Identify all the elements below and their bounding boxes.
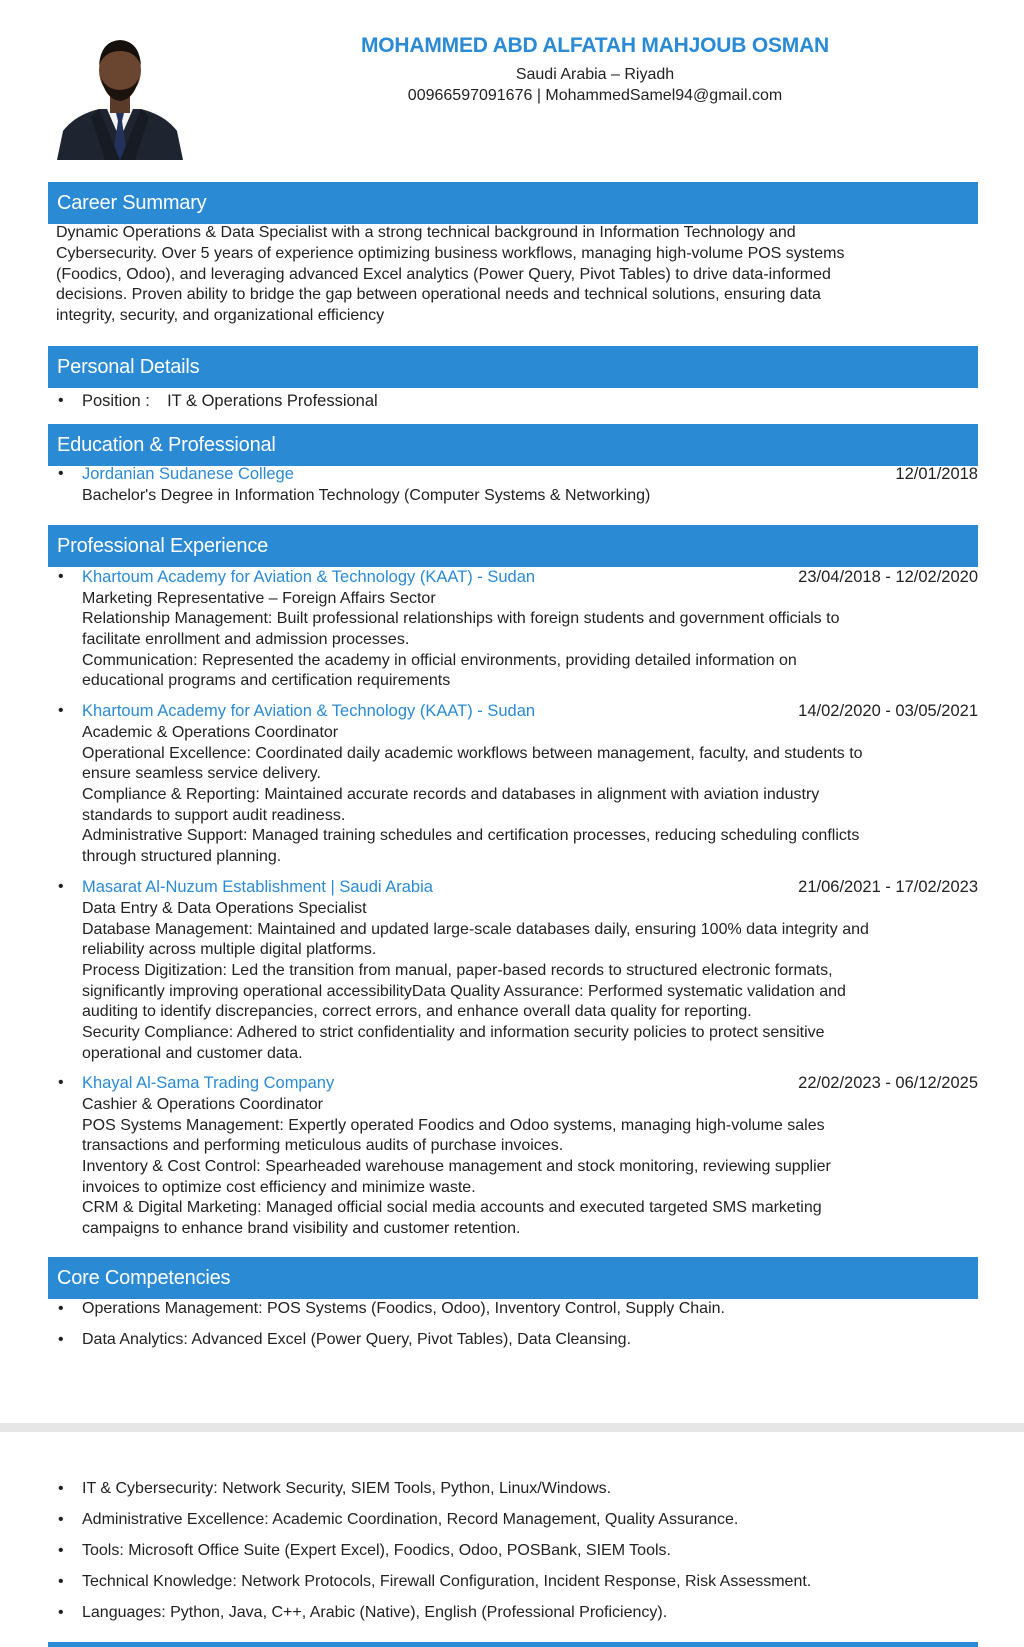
section-header-personal-details: Personal Details bbox=[48, 346, 978, 388]
job-detail-line: Process Digitization: Led the transition from manual, paper-based records to structured electronic formats, bbox=[82, 962, 833, 979]
bullet-icon: • bbox=[58, 1542, 64, 1559]
competency-item: Administrative Excellence: Academic Coordination, Record Management, Quality Assurance. bbox=[82, 1511, 739, 1528]
job-dates: 23/04/2018 - 12/02/2020 bbox=[798, 568, 978, 586]
job-detail-line: Compliance & Reporting: Maintained accurate records and databases in alignment with aviation industry bbox=[82, 786, 820, 803]
competency-item: Operations Management: POS Systems (Foodics, Odoo), Inventory Control, Supply Chain. bbox=[82, 1300, 725, 1317]
employer-name: Masarat Al-Nuzum Establishment | Saudi Arabia bbox=[82, 878, 433, 896]
profile-photo bbox=[55, 27, 185, 160]
job-detail-line: campaigns to enhance brand visibility and customer retention. bbox=[82, 1220, 521, 1237]
job-detail-line: CRM & Digital Marketing: Managed official social media accounts and executed targeted SMS marketing bbox=[82, 1199, 822, 1216]
bullet-icon: • bbox=[58, 1300, 64, 1317]
bullet-icon: • bbox=[58, 465, 64, 482]
position-value: IT & Operations Professional bbox=[167, 392, 378, 410]
competency-item: IT & Cybersecurity: Network Security, SIEM Tools, Python, Linux/Windows. bbox=[82, 1480, 612, 1497]
bullet-icon: • bbox=[58, 1573, 64, 1590]
bullet-icon: • bbox=[58, 392, 64, 409]
bullet-icon: • bbox=[58, 568, 64, 585]
job-detail-line: through structured planning. bbox=[82, 848, 282, 865]
bottom-accent-bar bbox=[48, 1642, 978, 1647]
summary-line: integrity, security, and organizational efficiency bbox=[56, 307, 385, 325]
education-entry bbox=[82, 465, 978, 484]
bullet-icon: • bbox=[58, 1511, 64, 1528]
job-header bbox=[82, 1074, 978, 1093]
bullet-icon: • bbox=[58, 1604, 64, 1621]
bullet-icon: • bbox=[58, 1480, 64, 1497]
job-detail-line: Security Compliance: Adhered to strict confidentiality and information security policies to protect sensitive bbox=[82, 1024, 825, 1041]
education-date: 12/01/2018 bbox=[895, 465, 978, 483]
section-header-career-summary: Career Summary bbox=[48, 182, 978, 224]
job-title: Cashier & Operations Coordinator bbox=[82, 1096, 324, 1113]
job-detail-line: ensure seamless service delivery. bbox=[82, 765, 321, 782]
competency-item: Languages: Python, Java, C++, Arabic (Native), English (Professional Proficiency). bbox=[82, 1604, 668, 1621]
job-detail-line: operational and customer data. bbox=[82, 1045, 303, 1062]
bullet-icon: • bbox=[58, 702, 64, 719]
job-detail-line: reliability across multiple digital platforms. bbox=[82, 941, 377, 958]
bullet-icon: • bbox=[58, 878, 64, 895]
job-detail-line: Inventory & Cost Control: Spearheaded warehouse management and stock monitoring, reviewing supplier bbox=[82, 1158, 831, 1175]
job-detail-line: Operational Excellence: Coordinated daily academic workflows between management, faculty, and students to bbox=[82, 745, 863, 762]
section-header-competencies: Core Competencies bbox=[48, 1257, 978, 1299]
employer-name: Khartoum Academy for Aviation & Technology (KAAT) - Sudan bbox=[82, 568, 536, 586]
school-name: Jordanian Sudanese College bbox=[82, 465, 294, 483]
job-dates: 22/02/2023 - 06/12/2025 bbox=[798, 1074, 978, 1092]
job-header bbox=[82, 568, 978, 587]
location: Saudi Arabia – Riyadh bbox=[515, 66, 675, 83]
job-detail-line: POS Systems Management: Expertly operated Foodics and Odoo systems, managing high-volume sales bbox=[82, 1117, 825, 1134]
job-detail-line: transactions and performing meticulous audits of purchase invoices. bbox=[82, 1137, 564, 1154]
job-detail-line: standards to support audit readiness. bbox=[82, 807, 346, 824]
job-detail-line: invoices to optimize cost efficiency and minimize waste. bbox=[82, 1179, 476, 1196]
summary-line: Dynamic Operations & Data Specialist with a strong technical background in Information Technology and bbox=[56, 224, 796, 241]
job-title: Marketing Representative – Foreign Affairs Sector bbox=[82, 590, 436, 607]
page-break-divider bbox=[0, 1423, 1024, 1432]
candidate-name: MOHAMMED ABD ALFATAH MAHJOUB OSMAN bbox=[361, 34, 829, 57]
competency-item: Data Analytics: Advanced Excel (Power Query, Pivot Tables), Data Cleansing. bbox=[82, 1331, 632, 1348]
position-label: Position : bbox=[82, 392, 150, 410]
competency-item: Technical Knowledge: Network Protocols, Firewall Configuration, Incident Response, Risk Assessment. bbox=[82, 1573, 812, 1590]
job-header bbox=[82, 702, 978, 721]
job-dates: 21/06/2021 - 17/02/2023 bbox=[798, 878, 978, 896]
section-header-experience: Professional Experience bbox=[48, 525, 978, 567]
job-detail-line: facilitate enrollment and admission processes. bbox=[82, 631, 410, 648]
job-title: Academic & Operations Coordinator bbox=[82, 724, 339, 741]
job-detail-line: Administrative Support: Managed training schedules and certification processes, reducing scheduling conflicts bbox=[82, 827, 860, 844]
competency-item: Tools: Microsoft Office Suite (Expert Excel), Foodics, Odoo, POSBank, SIEM Tools. bbox=[82, 1542, 671, 1559]
summary-line: Cybersecurity. Over 5 years of experience optimizing business workflows, managing high-volume POS systems bbox=[56, 244, 845, 262]
job-dates: 14/02/2020 - 03/05/2021 bbox=[798, 702, 978, 720]
bullet-icon: • bbox=[58, 1331, 64, 1348]
job-title: Data Entry & Data Operations Specialist bbox=[82, 900, 367, 917]
job-detail-line: significantly improving operational accessibilityData Quality Assurance: Performed systematic validation and bbox=[82, 983, 846, 1000]
bullet-icon: • bbox=[58, 1074, 64, 1091]
job-detail-line: auditing to identify discrepancies, correct errors, and enhance overall data quality for reporting. bbox=[82, 1003, 752, 1020]
summary-line: decisions. Proven ability to bridge the gap between operational needs and technical solutions, ensuring data bbox=[56, 286, 821, 304]
phone-email: 00966597091676 | MohammedSamel94@gmail.com bbox=[407, 87, 783, 104]
summary-line: (Foodics, Odoo), and leveraging advanced Excel analytics (Power Query, Pivot Tables) to drive data-informed bbox=[56, 265, 831, 283]
job-detail-line: Communication: Represented the academy in official environments, providing detailed information on bbox=[82, 652, 797, 669]
employer-name: Khartoum Academy for Aviation & Technology (KAAT) - Sudan bbox=[82, 702, 536, 720]
job-detail-line: educational programs and certification requirements bbox=[82, 672, 451, 689]
position-row bbox=[82, 392, 978, 411]
employer-name: Khayal Al-Sama Trading Company bbox=[82, 1074, 335, 1092]
degree: Bachelor's Degree in Information Technology (Computer Systems & Networking) bbox=[82, 487, 651, 504]
career-summary-text bbox=[56, 223, 956, 327]
job-detail-line: Database Management: Maintained and updated large-scale databases daily, ensuring 100% data integrity and bbox=[82, 921, 869, 938]
section-header-education: Education & Professional bbox=[48, 424, 978, 466]
job-header bbox=[82, 878, 978, 897]
job-detail-line: Relationship Management: Built professional relationships with foreign students and government officials to bbox=[82, 610, 840, 627]
